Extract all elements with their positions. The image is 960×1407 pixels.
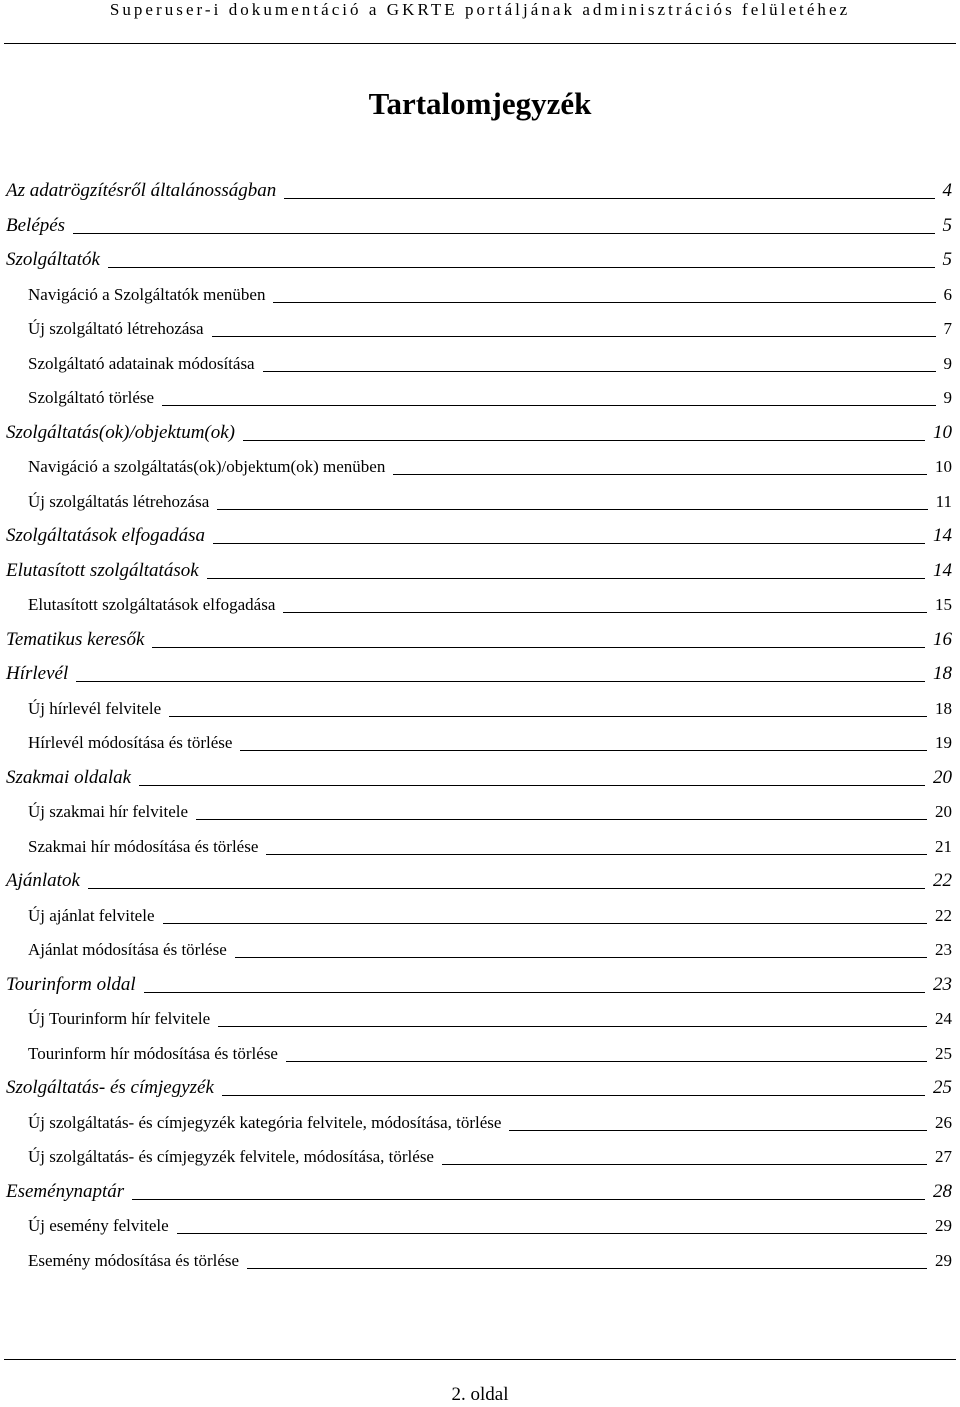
toc-entry-label: Szakmai hír módosítása és törlése xyxy=(28,836,259,856)
toc-leader-line xyxy=(88,888,925,889)
footer-page-number: 2. oldal xyxy=(451,1384,509,1405)
toc-entry-page: 20 xyxy=(933,766,952,788)
toc-leader-line xyxy=(162,405,935,406)
toc-leader-line xyxy=(76,681,925,682)
toc-entry[interactable] xyxy=(0,237,952,271)
toc-entry[interactable] xyxy=(0,375,952,409)
toc-entry-label: Szolgáltatás(ok)/objektum(ok) xyxy=(6,421,236,443)
toc-entry[interactable] xyxy=(0,755,952,789)
toc-entry-page: 4 xyxy=(942,180,952,201)
toc-leader-line xyxy=(247,1268,927,1269)
toc-leader-line xyxy=(235,957,927,958)
toc-entry[interactable] xyxy=(0,1169,952,1203)
toc-entry-page: 9 xyxy=(943,353,952,373)
toc-entry[interactable] xyxy=(0,824,952,858)
header-text: Superuser-i dokumentáció a GKRTE portáljának adminisztrációs felületéhez xyxy=(109,0,851,19)
toc-entry[interactable] xyxy=(0,996,952,1030)
toc-leader-line xyxy=(284,198,934,199)
toc-entry-label: Navigáció a szolgáltatás(ok)/objektum(ok) menüben xyxy=(28,457,386,476)
toc-entry-page: 22 xyxy=(935,905,952,925)
toc-entry-page: 29 xyxy=(935,1216,952,1235)
toc-entry-page: 5 xyxy=(942,249,952,270)
toc-entry-page: 25 xyxy=(935,1043,952,1063)
toc-entry[interactable] xyxy=(0,651,952,685)
toc-entry[interactable] xyxy=(0,720,952,754)
toc-entry-label: Ajánlat módosítása és törlése xyxy=(28,940,227,959)
toc-entry-page: 14 xyxy=(933,525,952,546)
toc-entry-page: 9 xyxy=(943,388,952,407)
toc-entry-label: Esemény módosítása és törlése xyxy=(28,1250,240,1270)
toc-leader-line xyxy=(222,1095,925,1096)
toc-entry-label: Új hírlevél felvitele xyxy=(28,698,162,718)
toc-leader-line xyxy=(442,1164,927,1165)
toc-leader-line xyxy=(509,1130,927,1131)
toc-entry[interactable] xyxy=(0,927,952,961)
toc-entry[interactable] xyxy=(0,686,952,720)
toc-leader-line xyxy=(139,785,925,786)
toc-entry[interactable] xyxy=(0,962,952,996)
toc-entry-label: Elutasított szolgáltatások elfogadása xyxy=(28,595,276,614)
toc-leader-line xyxy=(263,371,936,372)
toc-entry-page: 15 xyxy=(935,595,952,614)
toc-entry-label: Új Tourinform hír felvitele xyxy=(28,1009,211,1028)
toc-entry-page: 5 xyxy=(942,214,952,236)
toc-leader-line xyxy=(393,474,927,475)
toc-entry[interactable] xyxy=(0,272,952,306)
toc-entry-page: 16 xyxy=(933,628,952,650)
toc-leader-line xyxy=(212,336,936,337)
toc-entry-label: Szolgáltatások elfogadása xyxy=(6,525,205,546)
toc-entry-page: 23 xyxy=(935,940,952,959)
toc-entry-page: 19 xyxy=(935,733,952,752)
toc-leader-line xyxy=(286,1061,927,1062)
toc-entry-label: Elutasított szolgáltatások xyxy=(6,559,199,581)
toc-entry-label: Új szolgáltató létrehozása xyxy=(28,319,204,338)
toc-entry[interactable] xyxy=(0,1134,952,1168)
toc-entry-page: 7 xyxy=(943,319,952,338)
toc-leader-line xyxy=(213,543,925,544)
toc-entry-label: Hírlevél módosítása és törlése xyxy=(28,733,233,752)
toc-entry[interactable] xyxy=(0,1065,952,1099)
toc-entry[interactable] xyxy=(0,444,952,478)
toc-entry[interactable] xyxy=(0,306,952,340)
toc-entry-page: 27 xyxy=(935,1147,952,1166)
toc-leader-line xyxy=(207,578,925,579)
toc-entry-label: Tematikus keresők xyxy=(6,628,145,650)
toc-entry-label: Belépés xyxy=(6,214,66,236)
page-header xyxy=(0,0,960,44)
toc-entry-label: Eseménynaptár xyxy=(6,1180,125,1202)
toc-entry-page: 25 xyxy=(933,1077,952,1098)
toc-entry[interactable] xyxy=(0,1203,952,1237)
toc-entry-label: Szolgáltatás- és címjegyzék xyxy=(6,1077,214,1098)
toc-leader-line xyxy=(243,440,925,441)
toc-leader-line xyxy=(144,992,925,993)
toc-leader-line xyxy=(218,1026,927,1027)
toc-leader-line xyxy=(152,647,925,648)
toc-entry-label: Új szolgáltatás- és címjegyzék felvitele, módosítása, törlése xyxy=(28,1147,434,1166)
toc-entry[interactable] xyxy=(0,893,952,927)
toc-entry[interactable] xyxy=(0,858,952,892)
toc-entry-page: 21 xyxy=(935,836,952,856)
toc-entry-label: Tourinform oldal xyxy=(6,973,136,995)
toc-entry-page: 10 xyxy=(935,457,952,476)
toc-leader-line xyxy=(73,233,934,234)
toc-entry-label: Új ajánlat felvitele xyxy=(28,905,155,925)
toc-leader-line xyxy=(163,923,928,924)
toc-leader-line xyxy=(108,267,935,268)
toc-entry[interactable] xyxy=(0,168,952,202)
toc-entry-label: Az adatrögzítésről általánosságban xyxy=(6,180,277,201)
toc-entry[interactable] xyxy=(0,1100,952,1134)
header-rule xyxy=(4,43,956,44)
toc-leader-line xyxy=(283,612,927,613)
toc-entry-page: 18 xyxy=(935,698,952,718)
toc-entry-label: Új szakmai hír felvitele xyxy=(28,802,189,821)
toc-leader-line xyxy=(177,1233,927,1234)
toc-leader-line xyxy=(132,1199,925,1200)
toc-entry[interactable] xyxy=(0,513,952,547)
toc-entry-page: 28 xyxy=(933,1180,952,1202)
toc-entry-page: 18 xyxy=(933,663,952,684)
toc-leader-line xyxy=(266,854,927,855)
toc-entry[interactable] xyxy=(0,582,952,616)
toc-leader-line xyxy=(169,716,927,717)
toc-entry[interactable] xyxy=(0,548,952,582)
toc-leader-line xyxy=(273,302,935,303)
toc-entry-label: Hírlevél xyxy=(6,663,69,684)
toc-entry-page: 10 xyxy=(933,421,952,443)
toc-entry[interactable] xyxy=(0,341,952,375)
toc-entry-page: 20 xyxy=(935,802,952,821)
toc-entry[interactable] xyxy=(0,410,952,444)
toc-entry-page: 22 xyxy=(933,870,952,891)
toc-entry-page: 24 xyxy=(935,1009,952,1028)
toc-leader-line xyxy=(196,819,927,820)
toc-entry-label: Szolgáltatók xyxy=(6,249,100,270)
toc-entry-page: 14 xyxy=(933,559,952,581)
toc-leader-line xyxy=(217,509,927,510)
footer-rule xyxy=(4,1359,956,1360)
toc-entry-page: 6 xyxy=(943,284,952,304)
toc-entry-label: Új szolgáltatás létrehozása xyxy=(28,491,210,511)
toc-entry-label: Tourinform hír módosítása és törlése xyxy=(28,1043,278,1063)
toc-leader-line xyxy=(240,750,927,751)
toc-entry-page: 29 xyxy=(935,1250,952,1270)
toc-entry[interactable] xyxy=(0,789,952,823)
toc-entry[interactable] xyxy=(0,479,952,513)
toc-entry[interactable] xyxy=(0,1238,952,1272)
toc-title: Tartalomjegyzék xyxy=(368,86,592,121)
toc-entry-label: Szolgáltató törlése xyxy=(28,388,155,407)
toc-entry-page: 11 xyxy=(935,491,952,511)
toc-entry-label: Ajánlatok xyxy=(6,870,80,891)
toc-entry[interactable] xyxy=(0,203,952,237)
toc-entry-page: 26 xyxy=(935,1112,952,1132)
toc-entry-label: Új esemény felvitele xyxy=(28,1216,169,1235)
toc-entry-label: Szakmai oldalak xyxy=(6,766,132,788)
toc-entry[interactable] xyxy=(0,617,952,651)
toc-entry[interactable] xyxy=(0,1031,952,1065)
toc-entry-page: 23 xyxy=(933,973,952,995)
toc-entry-label: Új szolgáltatás- és címjegyzék kategória felvitele, módosítása, törlése xyxy=(28,1112,502,1132)
toc-entry-label: Szolgáltató adatainak módosítása xyxy=(28,353,255,373)
toc-entry-label: Navigáció a Szolgáltatók menüben xyxy=(28,284,266,304)
